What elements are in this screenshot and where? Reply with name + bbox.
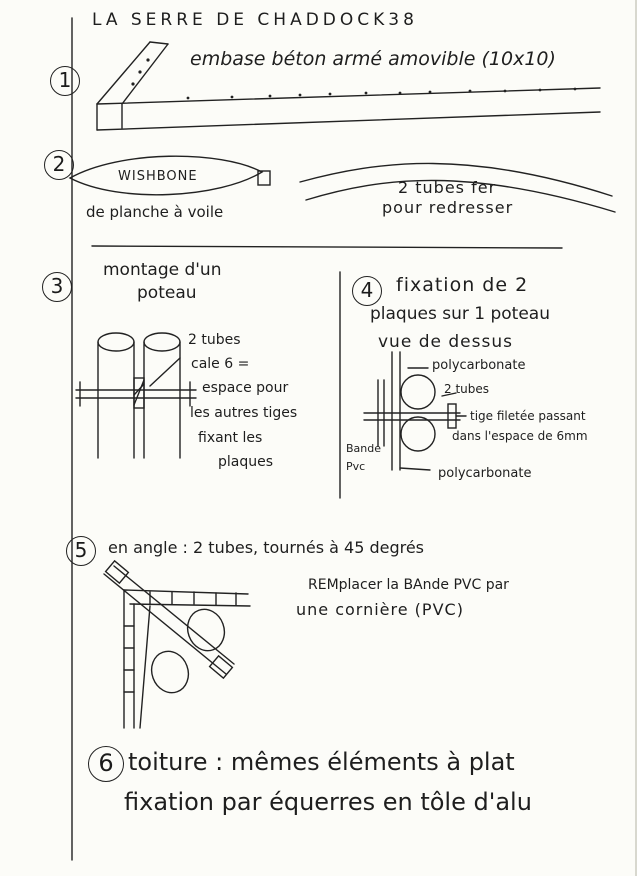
section-6-line-2: fixation par équerres en tôle d'alu (124, 788, 532, 816)
corner-drawing (104, 561, 250, 728)
section-4-heading-2: plaques sur 1 poteau (370, 304, 550, 324)
label-threaded-rod-2: dans l'espace de 6mm (452, 429, 588, 443)
note-line: fixant les (198, 430, 263, 446)
section-3-heading-2: poteau (137, 283, 197, 303)
wishbone-label: WISHBONE (118, 169, 198, 184)
section-5-text: en angle : 2 tubes, tournés à 45 degrés (108, 538, 425, 557)
section-2-number: 2 (44, 150, 74, 180)
section-4-heading-3: vue de dessus (378, 332, 513, 352)
section-1-text: embase béton armé amovible (10x10) (190, 48, 556, 70)
section-4-heading-1: fixation de 2 (396, 274, 529, 296)
section-3-number: 3 (42, 272, 72, 302)
section-6-line-1: toiture : mêmes éléments à plat (128, 748, 515, 776)
label-2-tubes: 2 tubes (444, 382, 490, 396)
label-threaded-rod-1: tige filetée passant (470, 409, 586, 423)
label-polycarbonate-bottom: polycarbonate (438, 466, 532, 481)
section-2-caption-right-2: pour redresser (382, 198, 514, 217)
label-band-1: Bande (346, 442, 382, 455)
section-2-caption-left: de planche à voile (86, 203, 224, 221)
section-6-number: 6 (88, 746, 124, 782)
label-band-2: Pvc (346, 460, 366, 473)
post-drawing (76, 333, 196, 458)
note-line: les autres tiges (190, 405, 298, 421)
section-4-number: 4 (352, 276, 382, 306)
section-5-note-1: REMplacer la BAnde PVC par (308, 577, 509, 593)
page-title: LA SERRE DE CHADDOCK38 (92, 10, 418, 30)
section-5-number: 5 (66, 536, 96, 566)
note-line: cale 6 = (191, 356, 250, 372)
section-2-caption-right-1: 2 tubes fer (398, 178, 497, 197)
section-5-note-2: une cornière (PVC) (296, 600, 464, 619)
note-line: 2 tubes (188, 332, 241, 348)
divider-line (92, 246, 562, 248)
note-line: plaques (218, 454, 274, 470)
section-1-number: 1 (50, 66, 80, 96)
section-3-heading-1: montage d'un (103, 260, 222, 280)
label-polycarbonate-top: polycarbonate (432, 358, 526, 373)
note-line: espace pour (202, 380, 289, 396)
